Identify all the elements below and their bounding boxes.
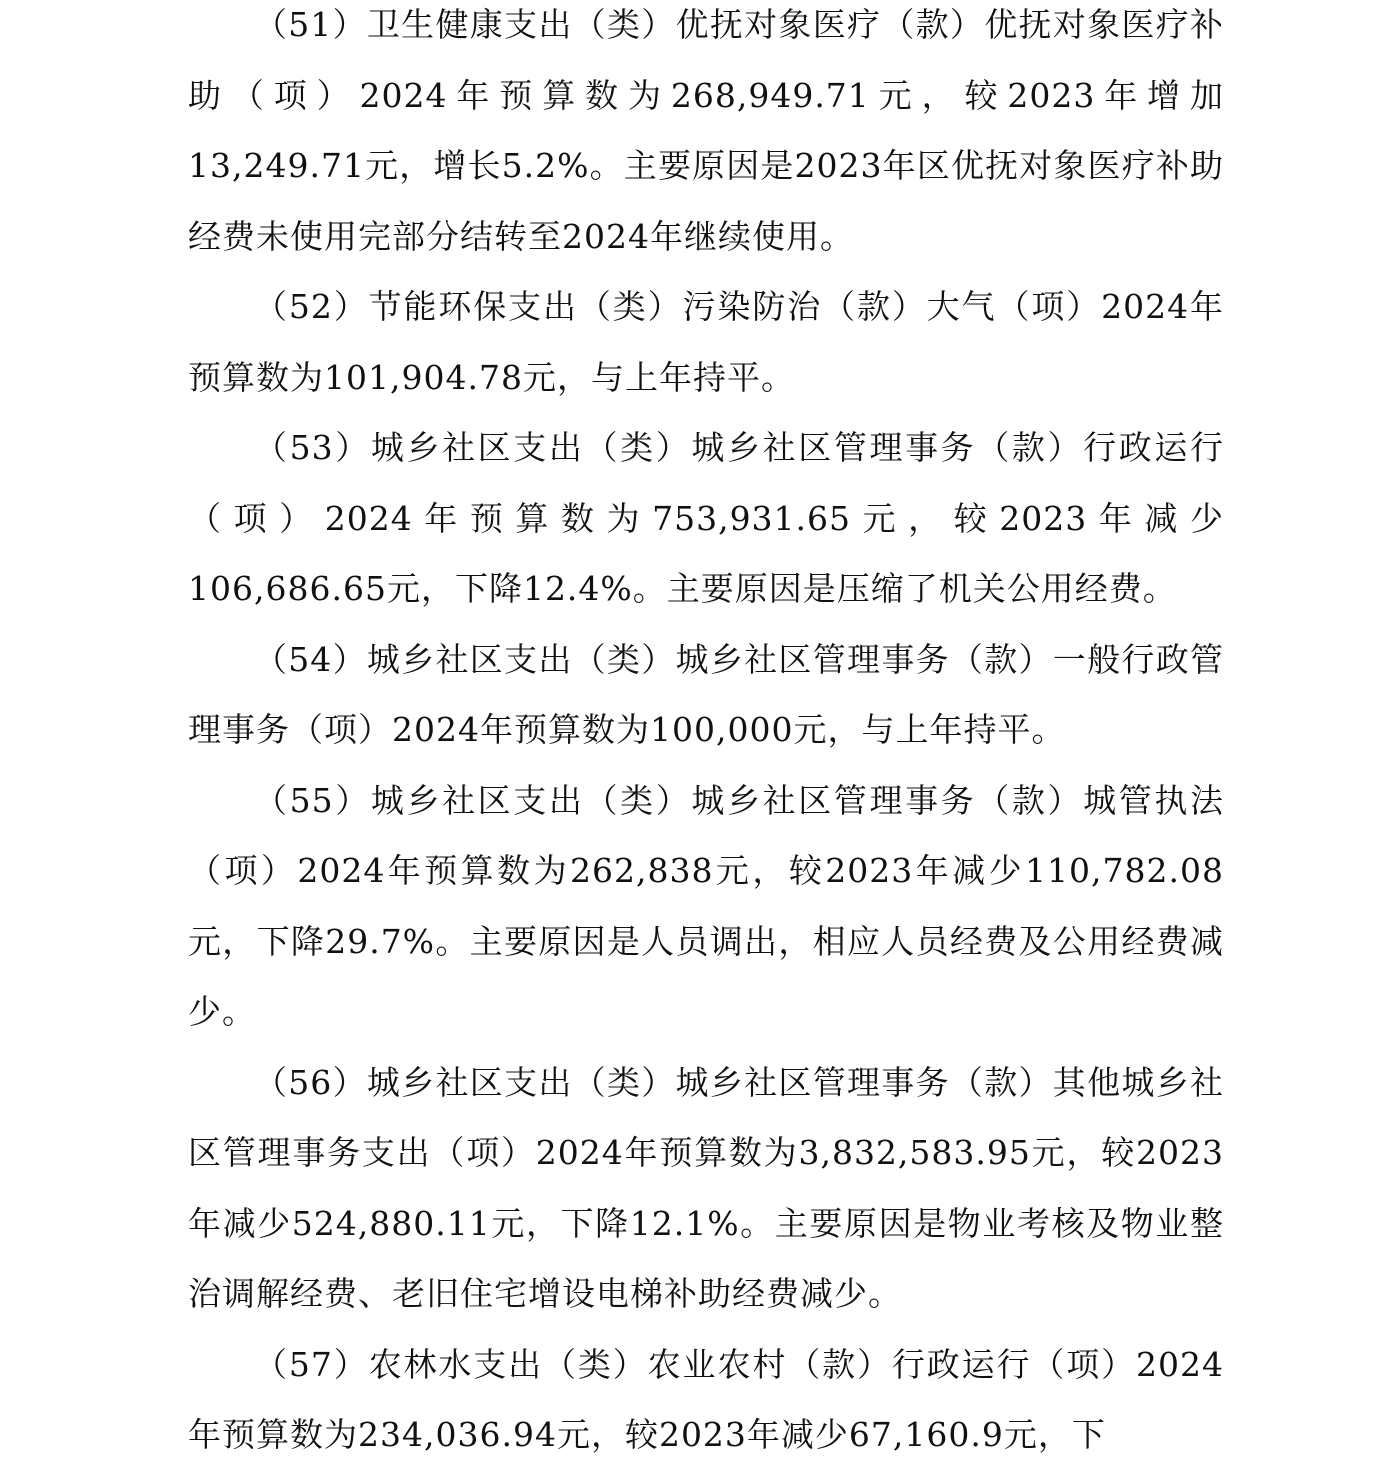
paragraph-56: （56）城乡社区支出（类）城乡社区管理事务（款）其他城乡社区管理事务支出（项）2024年预算数为3,832,583.95元，较2023年减少524,880.11元，下降12.1%。主要原因是物业考核及物业整治调解经费、老旧住宅增设电梯补助经费减少。 [188, 1062, 1224, 1313]
paragraph-55: （55）城乡社区支出（类）城乡社区管理事务（款）城管执法（项）2024年预算数为262,838元，较2023年减少110,782.08元，下降29.7%。主要原因是人员调出，相应人员经费及公用经费减少。 [188, 780, 1224, 1031]
paragraph-51: （51）卫生健康支出（类）优抚对象医疗（款）优抚对象医疗补助（项）2024年预算数为268,949.71元，较2023年增加13,249.71元，增长5.2%。主要原因是2023年区优抚对象医疗补助经费未使用完部分结转至2024年继续使用。 [188, 5, 1224, 256]
paragraph-54: （54）城乡社区支出（类）城乡社区管理事务（款）一般行政管理事务（项）2024年预算数为100,000元，与上年持平。 [188, 639, 1224, 749]
document-page [188, 0, 1224, 1471]
paragraph-57: （57）农林水支出（类）农业农村（款）行政运行（项）2024年预算数为234,036.94元，较2023年减少67,160.9元，下 [188, 1344, 1224, 1454]
paragraph-52: （52）节能环保支出（类）污染防治（款）大气（项）2024年预算数为101,904.78元，与上年持平。 [188, 287, 1224, 397]
paragraph-53: （53）城乡社区支出（类）城乡社区管理事务（款）行政运行（项）2024年预算数为753,931.65元，较2023年减少106,686.65元，下降12.4%。主要原因是压缩了机关公用经费。 [188, 428, 1224, 608]
